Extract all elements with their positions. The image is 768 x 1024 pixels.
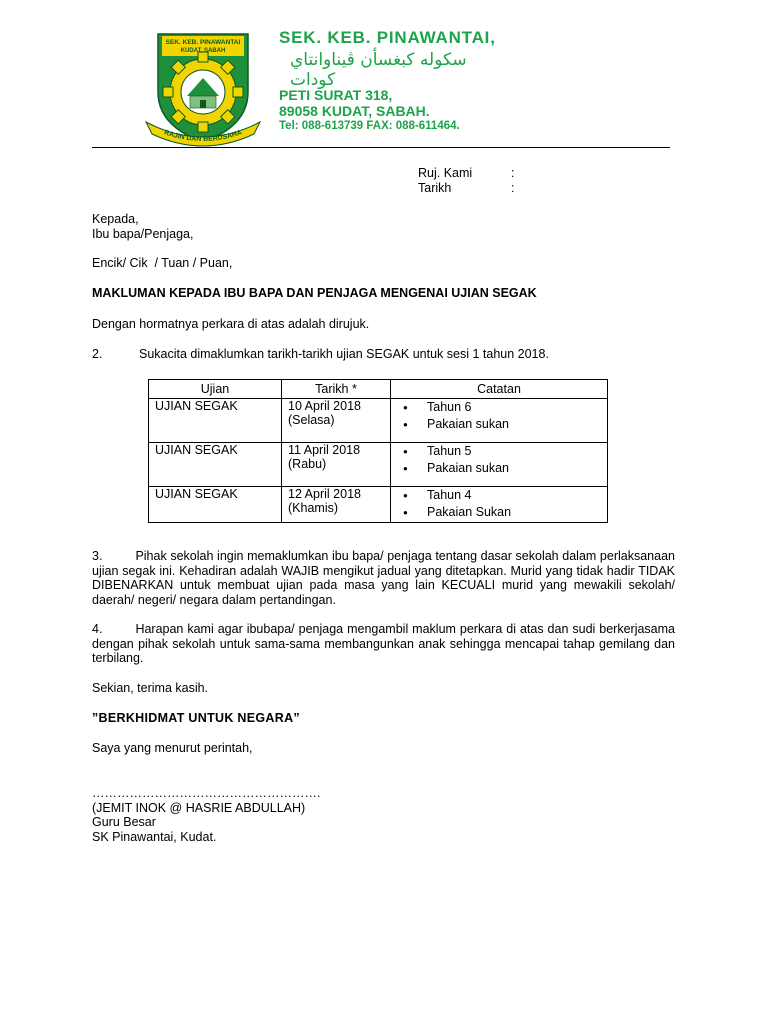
- recipient-line1: Kepada,: [92, 212, 139, 226]
- closing-thanks: Sekian, terima kasih.: [92, 681, 209, 695]
- table-cell-catatan: [391, 399, 608, 443]
- paragraph-2: Sukacita dimaklumkan tarikh-tarikh ujian SEGAK untuk sesi 1 tahun 2018.: [139, 347, 549, 361]
- closing-motto: ”BERKHIDMAT UNTUK NEGARA”: [92, 711, 300, 725]
- table-row: [149, 487, 608, 523]
- table-cell-tarikh: [282, 443, 391, 487]
- test-date: 12 April 2018: [288, 487, 361, 501]
- signatory-name: (JEMIT INOK @ HASRIE ABDULLAH): [92, 801, 306, 815]
- tarikh-label: Tarikh: [418, 181, 452, 195]
- school-logo: [140, 30, 266, 150]
- note-item: ● Pakaian sukan: [413, 417, 601, 432]
- salutation: Encik/ Cik / Tuan / Puan,: [92, 256, 233, 270]
- note-item: ● Tahun 4: [413, 488, 601, 503]
- signature-line: ……………………………………………….: [92, 786, 321, 800]
- table-cell-ujian: UJIAN SEGAK: [149, 487, 282, 523]
- contact-info: Tel: 088-613739 FAX: 088-611464.: [279, 120, 460, 132]
- paragraph-1: Dengan hormatnya perkara di atas adalah dirujuk.: [92, 317, 370, 331]
- table-cell-tarikh: [282, 487, 391, 523]
- address-line1: PETI SURAT 318,: [279, 87, 393, 103]
- tarikh-separator: :: [511, 181, 515, 195]
- table-cell-catatan: [391, 443, 608, 487]
- school-name-jawi: سكوله كبغسأن ڤيناوانتاي كودات: [290, 50, 467, 90]
- table-cell-tarikh: [282, 399, 391, 443]
- letter-subject: MAKLUMAN KEPADA IBU BAPA DAN PENJAGA MENGENAI UJIAN SEGAK: [92, 286, 537, 300]
- paragraph-3-number: 3.: [92, 549, 103, 563]
- table-cell-catatan: [391, 487, 608, 523]
- signatory-school: SK Pinawantai, Kudat.: [92, 830, 217, 844]
- note-item: ● Pakaian sukan: [413, 461, 601, 476]
- paragraph-3-text-a: Pihak sekolah ingin memaklumkan ibu bapa/ penjaga tentang dasar sekolah dalam perlaksanaan ujian segak ini. Kehadiran adalah WAJIB mengikut jadual yang ditetapkan. Murid yang tidak hadir: [92, 549, 675, 578]
- letterhead-divider: [92, 147, 670, 148]
- paragraph-2-number: 2.: [92, 347, 103, 361]
- note-item: ● Pakaian Sukan: [413, 505, 601, 520]
- note-item: ● Tahun 5: [413, 444, 601, 459]
- test-day: (Selasa): [288, 413, 335, 427]
- table-cell-ujian: UJIAN SEGAK: [149, 399, 282, 443]
- paragraph-4: [92, 622, 675, 666]
- logo-sub-text: KUDAT, SABAH: [180, 48, 226, 54]
- signatory-position: Guru Besar: [92, 815, 156, 829]
- ruj-separator: :: [511, 166, 515, 180]
- test-date: 11 April 2018: [288, 443, 361, 457]
- test-date: 10 April 2018: [288, 399, 361, 413]
- table-header-catatan: Catatan: [391, 380, 608, 399]
- paragraph-3-emphasis: TIDAK DIBENARKAN: [92, 563, 675, 592]
- schedule-table: [148, 379, 608, 523]
- logo-motto: RAJIN DAN BERUSAHA: [163, 129, 243, 144]
- table-header-ujian: Ujian: [149, 380, 282, 399]
- note-item: ● Tahun 6: [413, 400, 601, 415]
- paragraph-4-number: 4.: [92, 622, 103, 636]
- paragraph-4-text: Harapan kami agar ibubapa/ penjaga mengambil maklum perkara di atas dan sudi berkerjasama dengan pihak sekolah untuk sama-sama membangunkan anak sehingga mencapai tahap gemilang dan terbilang.: [92, 622, 675, 665]
- closing-by-order: Saya yang menurut perintah,: [92, 741, 253, 755]
- test-day: (Khamis): [288, 501, 339, 515]
- paragraph-3-text-b: untuk membuat ujian pada masa yang lain KECUALI murid yang mewakili sekolah/ daerah/ negeri/ negara dalam pertandingan.: [92, 578, 675, 607]
- paragraph-3: [92, 549, 675, 607]
- table-row: [149, 399, 608, 443]
- recipient-line2: Ibu bapa/Penjaga,: [92, 227, 194, 241]
- school-name: SEK. KEB. PINAWANTAI,: [279, 28, 496, 47]
- gear-icon: [163, 52, 243, 132]
- table-cell-ujian: UJIAN SEGAK: [149, 443, 282, 487]
- table-header-row: [149, 380, 608, 399]
- ruj-label: Ruj. Kami: [418, 166, 473, 180]
- logo-top-text: SEK. KEB. PINAWANTAI: [165, 39, 241, 46]
- table-header-tarikh: Tarikh *: [282, 380, 391, 399]
- test-day: (Rabu): [288, 457, 327, 471]
- address-line2: 89058 KUDAT, SABAH.: [279, 103, 430, 119]
- table-row: [149, 443, 608, 487]
